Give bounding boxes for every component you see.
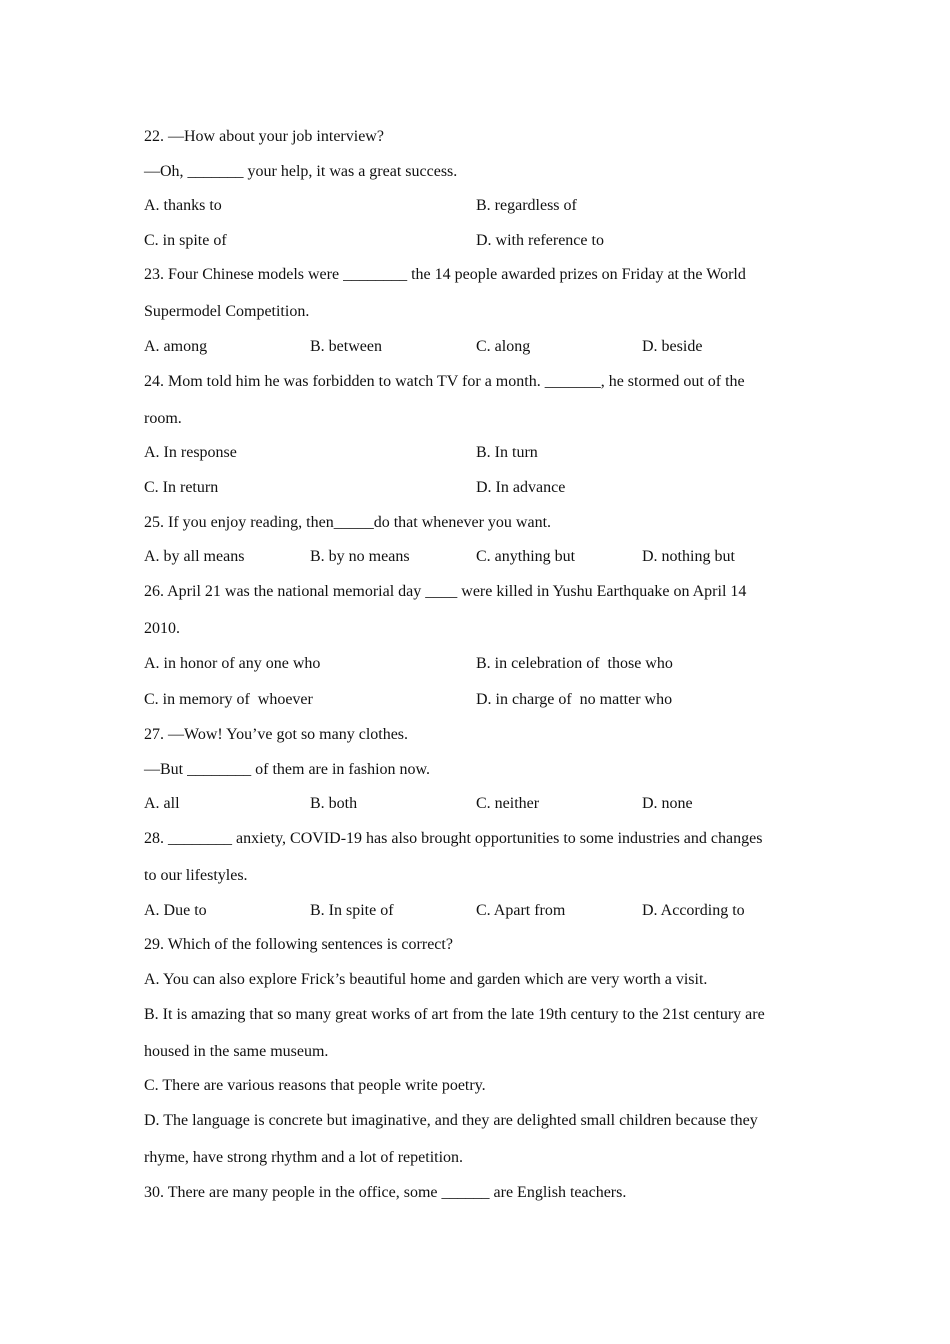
question-28-stem: 28. ________ anxiety, COVID-19 has also brought opportunities to some industries and changes <box>144 830 763 847</box>
question-28-stem-cont: to our lifestyles. <box>144 867 248 884</box>
question-29-option-b: B. It is amazing that so many great works of art from the late 19th century to the 21st century are <box>144 1006 765 1023</box>
question-22-stem: 22. —How about your job interview? <box>144 128 384 145</box>
question-29-option-b-cont: housed in the same museum. <box>144 1043 329 1060</box>
question-27-option-b: B. both <box>310 795 358 812</box>
question-27-option-d: D. none <box>642 795 693 812</box>
question-27-response: —But ________ of them are in fashion now. <box>144 761 431 778</box>
question-26-option-d: D. in charge of no matter who <box>476 691 673 708</box>
question-28-option-d: D. According to <box>642 902 745 919</box>
question-26-stem: 26. April 21 was the national memorial day ____ were killed in Yushu Earthquake on April 14 <box>144 583 747 600</box>
question-25-option-d: D. nothing but <box>642 548 735 565</box>
question-29-option-c: C. There are various reasons that people write poetry. <box>144 1077 486 1094</box>
question-29-stem: 29. Which of the following sentences is correct? <box>144 936 453 953</box>
question-23-stem: 23. Four Chinese models were ________ the 14 people awarded prizes on Friday at the World <box>144 266 746 283</box>
question-29-option-a: A. You can also explore Frick’s beautiful home and garden which are very worth a visit. <box>144 971 708 988</box>
question-30-stem: 30. There are many people in the office, some ______ are English teachers. <box>144 1184 627 1201</box>
question-23-option-c: C. along <box>476 338 531 355</box>
question-26-option-b: B. in celebration of those who <box>476 655 673 672</box>
question-25-option-a: A. by all means <box>144 548 245 565</box>
question-23-stem-cont: Supermodel Competition. <box>144 303 310 320</box>
question-25-option-c: C. anything but <box>476 548 576 565</box>
question-22-option-b: B. regardless of <box>476 197 577 214</box>
question-25-stem: 25. If you enjoy reading, then_____do that whenever you want. <box>144 514 552 531</box>
question-22-option-c: C. in spite of <box>144 232 227 249</box>
question-24-option-b: B. In turn <box>476 444 538 461</box>
question-23-option-b: B. between <box>310 338 382 355</box>
question-28-option-c: C. Apart from <box>476 902 566 919</box>
question-22-option-a: A. thanks to <box>144 197 222 214</box>
question-27-option-c: C. neither <box>476 795 540 812</box>
question-22-option-d: D. with reference to <box>476 232 604 249</box>
question-27-option-a: A. all <box>144 795 180 812</box>
question-27-stem: 27. —Wow! You’ve got so many clothes. <box>144 726 409 743</box>
question-26-option-a: A. in honor of any one who <box>144 655 321 672</box>
question-29-option-d-cont: rhyme, have strong rhythm and a lot of repetition. <box>144 1149 464 1166</box>
question-24-option-c: C. In return <box>144 479 219 496</box>
question-24-option-d: D. In advance <box>476 479 566 496</box>
question-29-option-d: D. The language is concrete but imaginative, and they are delighted small children because they <box>144 1112 758 1129</box>
question-24-option-a: A. In response <box>144 444 237 461</box>
question-28-option-b: B. In spite of <box>310 902 394 919</box>
question-26-option-c: C. in memory of whoever <box>144 691 313 708</box>
question-23-option-d: D. beside <box>642 338 703 355</box>
question-24-stem-cont: room. <box>144 410 182 427</box>
question-25-option-b: B. by no means <box>310 548 410 565</box>
question-28-option-a: A. Due to <box>144 902 207 919</box>
question-22-response: —Oh, _______ your help, it was a great success. <box>144 163 458 180</box>
question-23-option-a: A. among <box>144 338 208 355</box>
question-26-stem-cont: 2010. <box>144 620 180 637</box>
question-24-stem: 24. Mom told him he was forbidden to watch TV for a month. _______, he stormed out of the <box>144 373 745 390</box>
